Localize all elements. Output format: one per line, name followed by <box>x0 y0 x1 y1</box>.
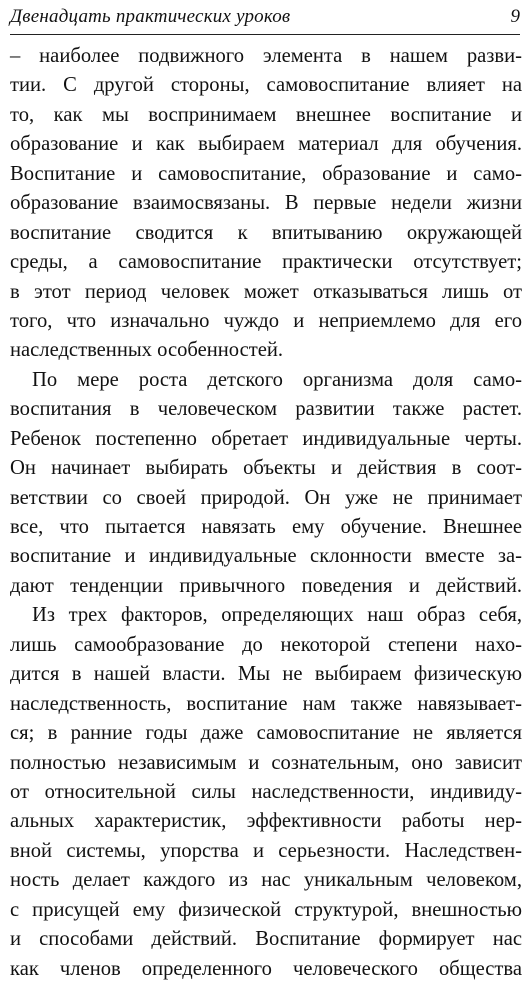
paragraph-start-line: Из трех факторов, определяющих наш образ себя, <box>32 604 522 627</box>
text-line: образование и как выбираем материал для обучения. <box>10 133 522 156</box>
text-line: ся; в ранние годы даже самовоспитание не является <box>10 722 522 745</box>
text-line: ветствии со своей природой. Он уже не принимает <box>10 486 522 509</box>
paragraph-start-line: По мере роста детского организма доля само- <box>32 368 522 391</box>
paragraph-end-line: наследственных особенностей. <box>10 339 284 362</box>
text-line: дится в нашей власти. Мы не выбираем физическую <box>10 663 522 686</box>
text-line: все, что пытается навязать ему обучение. Внешнее <box>10 516 522 538</box>
paragraph-end-line: дают тенденции привычного поведения и действий. <box>10 574 522 597</box>
text-line: тии. С другой стороны, самовоспитание влияет на <box>10 74 522 97</box>
text-line: среды, а самовоспитание практически отсутствует; <box>10 251 522 274</box>
running-title: Двенадцать практических уроков <box>10 6 291 27</box>
text-line: воспитание сводится к впитыванию окружающей <box>10 221 522 244</box>
text-line: Ребенок постепенно обретает индивидуальные черты. <box>10 427 522 450</box>
text-line: ность делает каждого из нас уникальным человеком, <box>10 869 522 892</box>
text-line: от относительной силы наследственности, индивиду- <box>10 780 522 803</box>
text-line: лишь самообразование до некоторой степени нахо- <box>10 633 522 656</box>
text-line: альных характеристик, эффективности работы нер- <box>10 810 522 833</box>
text-line: то, как мы воспринимаем внешнее воспитание и <box>10 103 522 126</box>
text-line: вной системы, упорства и серьезности. Наследствен- <box>10 839 522 862</box>
text-line: воспитание и индивидуальные склонности вместе за- <box>10 545 522 568</box>
text-line: полностью независимым и сознательным, оно зависит <box>10 751 522 774</box>
text-line: Он начинает выбирать объекты и действия в соот- <box>10 457 522 480</box>
text-line: – наиболее подвижного элемента в нашем разви- <box>10 45 522 67</box>
text-line: воспитания в человеческом развитии также растет. <box>10 398 522 421</box>
text-line: с присущей ему физической структурой, внешностью <box>10 898 522 921</box>
text-line: того, что изначально чуждо и неприемлемо для его <box>10 309 522 332</box>
text-line: наследственность, воспитание нам также навязывает- <box>10 692 522 715</box>
running-header <box>10 4 520 35</box>
text-line: и способами действий. Воспитание формирует нас <box>10 928 522 951</box>
text-line: образование взаимосвязаны. В первые недели жизни <box>10 192 522 215</box>
text-line: Воспитание и самовоспитание, образование и само- <box>10 162 522 185</box>
text-line: в этот период человек может отказываться лишь от <box>10 280 522 303</box>
body-text <box>10 42 522 984</box>
text-line: как членов определенного человеческого общества <box>10 957 522 980</box>
page-number: 9 <box>510 6 520 27</box>
